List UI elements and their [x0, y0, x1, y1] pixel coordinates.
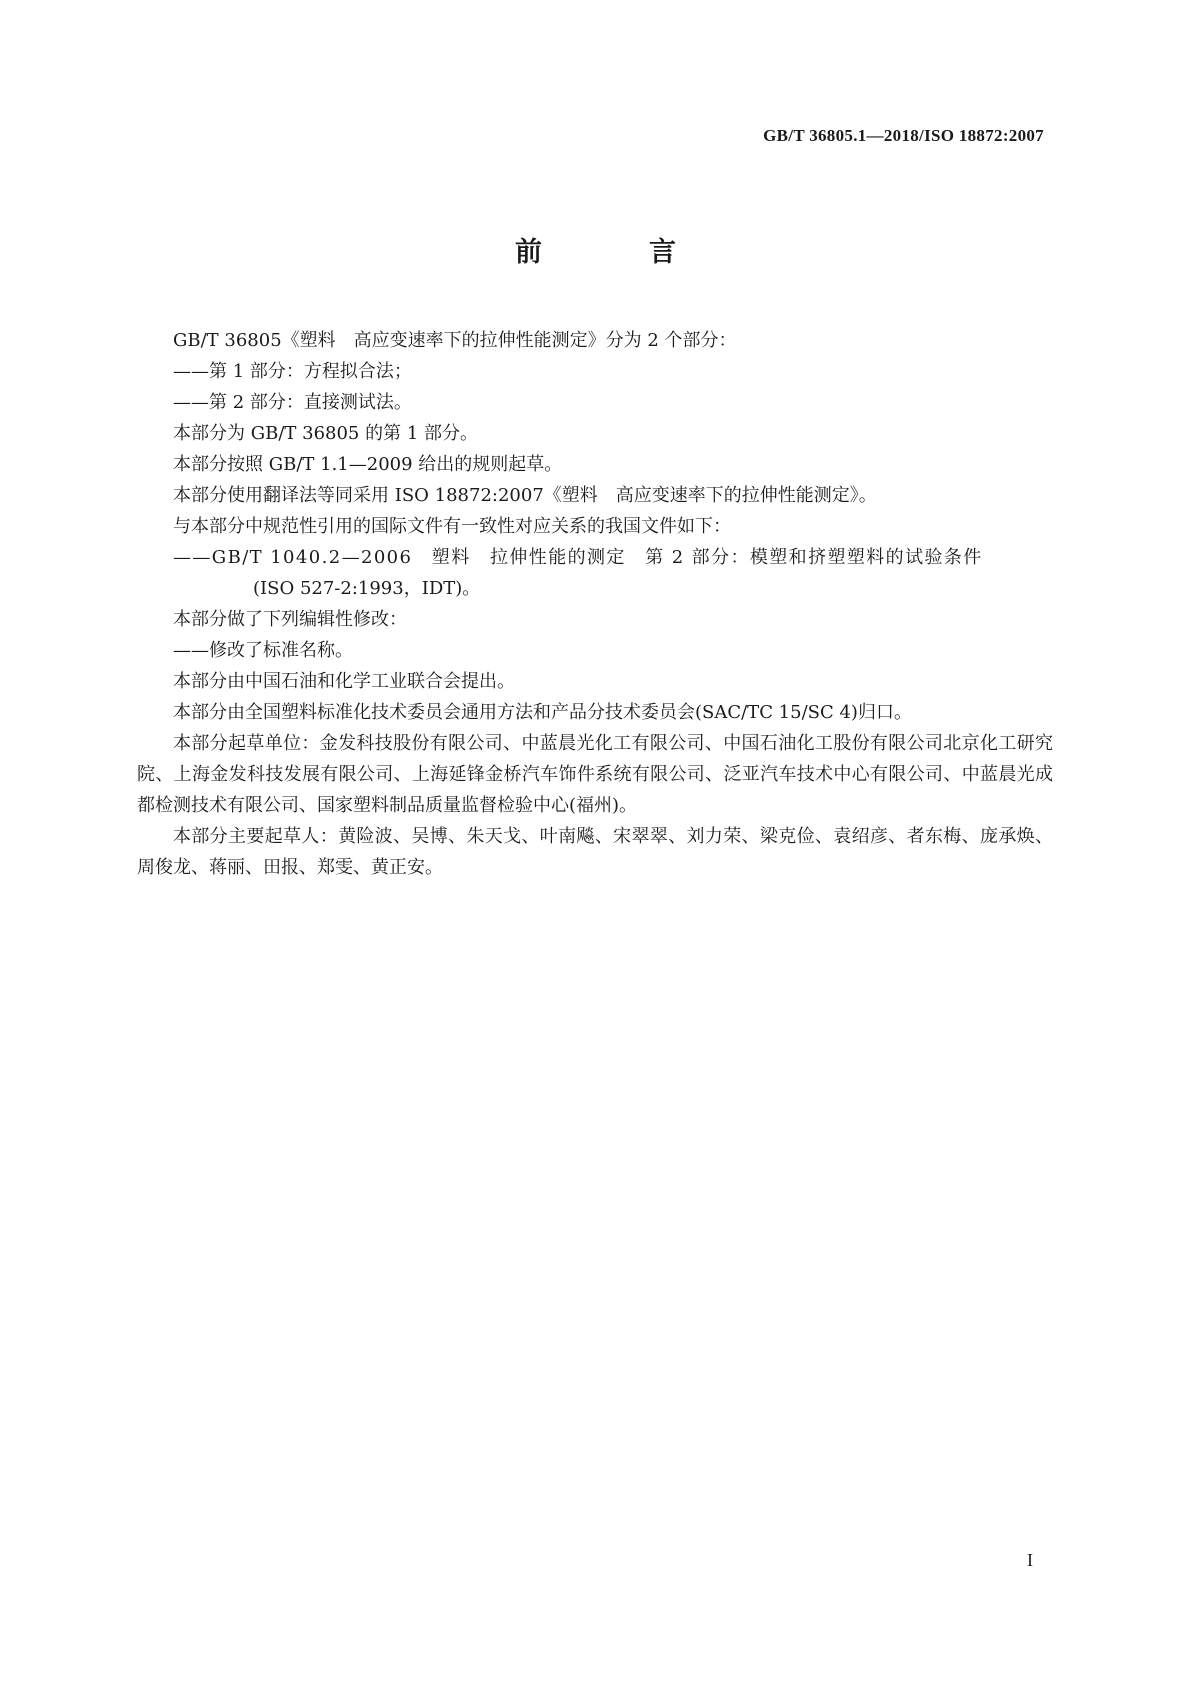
paragraph-drafting-rules: 本部分按照 GB/T 1.1—2009 给出的规则起草。	[173, 454, 563, 475]
paragraph-correspondence-intro: 与本部分中规范性引用的国际文件有一致性对应关系的我国文件如下：	[173, 516, 731, 537]
list-item-gb-1040-2-line-2: (ISO 527-2:1993，IDT)。	[253, 578, 481, 599]
page-title: 前 言	[515, 237, 716, 268]
paragraph-this-part: 本部分为 GB/T 36805 的第 1 部分。	[173, 423, 478, 444]
list-item-part-1: ——第 1 部分：方程拟合法；	[173, 361, 412, 382]
paragraph-parts-intro: GB/T 36805《塑料 高应变速率下的拉伸性能测定》分为 2 个部分：	[173, 330, 737, 351]
list-item-edit-name: ——修改了标准名称。	[173, 640, 353, 661]
paragraph-translation: 本部分使用翻译法等同采用 ISO 18872:2007《塑料 高应变速率下的拉伸性能测定》。	[173, 485, 877, 506]
paragraph-proposed-by: 本部分由中国石油和化学工业联合会提出。	[173, 671, 515, 692]
list-item-part-2: ——第 2 部分：直接测试法。	[173, 392, 412, 413]
paragraph-drafting-units: 本部分起草单位：金发科技股份有限公司、中蓝晨光化工有限公司、中国石油化工股份有限公司北京化工研究院、上海金发科技发展有限公司、上海延锋金桥汽车饰件系统有限公司、泛亚汽车技术中心有限公司、中蓝晨光成都检测技术有限公司、国家塑料制品质量监督检验中心(福州)。	[137, 733, 1053, 816]
paragraph-drafters: 本部分主要起草人：黄险波、吴博、朱天戈、叶南飚、宋翠翠、刘力荣、梁克俭、袁绍彦、者东梅、庞承焕、周俊龙、蒋丽、田报、郑雯、黄正安。	[137, 826, 1053, 878]
page-number: I	[1027, 1550, 1033, 1570]
paragraph-edits-intro: 本部分做了下列编辑性修改：	[173, 609, 407, 630]
document-body	[137, 325, 1053, 883]
list-item-gb-1040-2	[137, 542, 1053, 604]
list-item-gb-1040-2-line-1: ——GB/T 1040.2—2006 塑料 拉伸性能的测定 第 2 部分：模塑和挤塑塑料的试验条件	[173, 547, 983, 568]
document-code: GB/T 36805.1—2018/ISO 18872:2007	[763, 126, 1044, 145]
paragraph-technical-committee: 本部分由全国塑料标准化技术委员会通用方法和产品分技术委员会(SAC/TC 15/SC 4)归口。	[173, 702, 912, 723]
